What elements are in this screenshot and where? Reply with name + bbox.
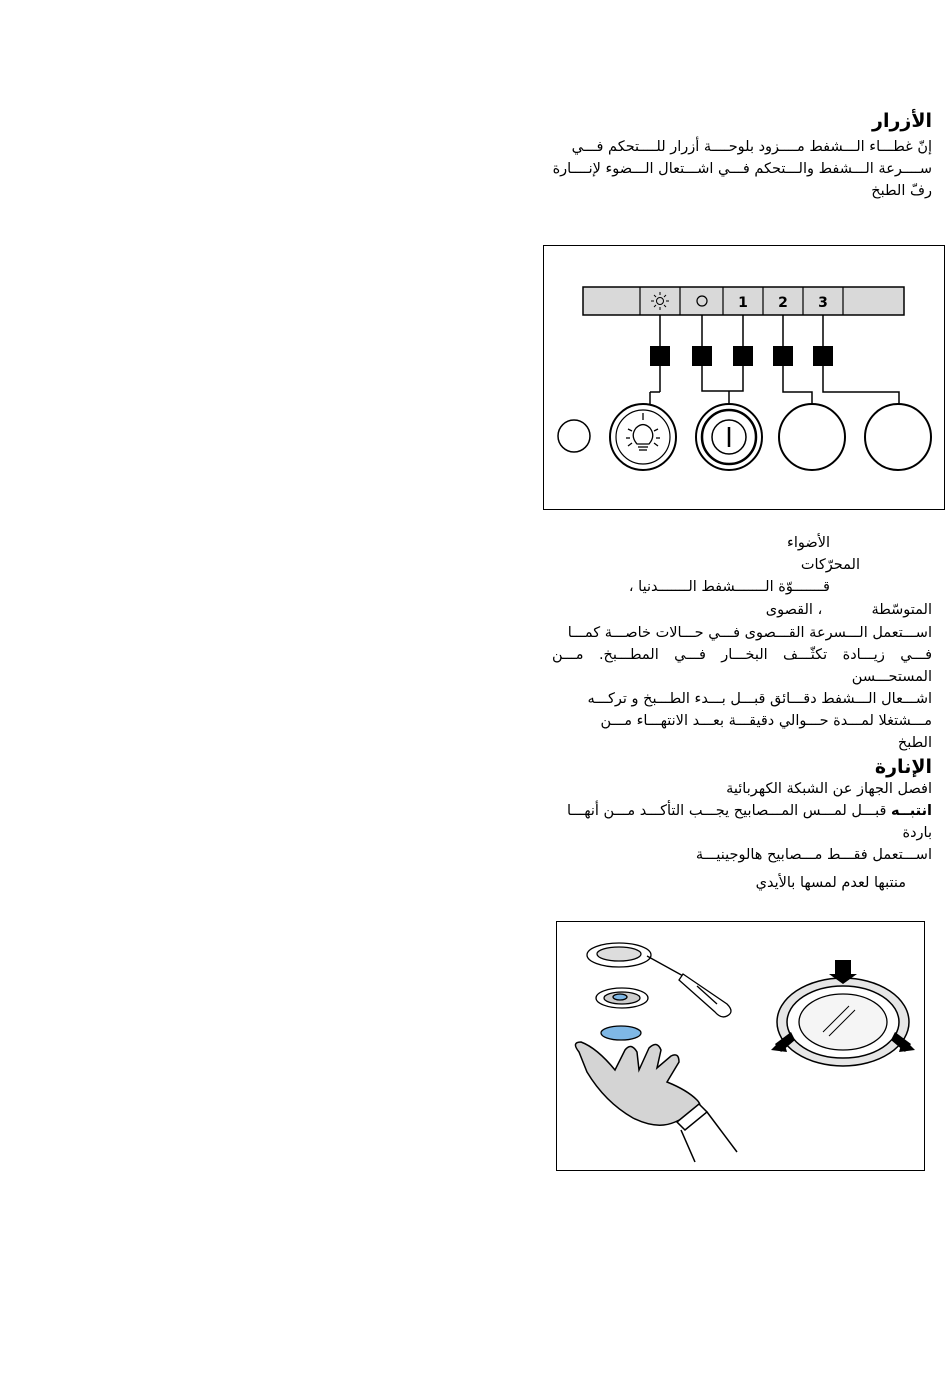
lamp-cover	[587, 943, 651, 967]
lamp-replacement-illustration	[557, 922, 924, 1170]
speed-label-3: 3	[818, 295, 828, 311]
lamp-replacement-figure	[556, 921, 925, 1171]
halogen-note: منتبها لعدم لمسها بالأيدي	[755, 875, 906, 891]
callout-squares	[650, 346, 833, 366]
usage-line: اشـــعال الـــشفط دقـــائق قبـــل بـــدء الطـــبخ و تركـــه	[587, 691, 932, 707]
speed-label-1: 1	[738, 295, 748, 311]
usage-line: الطبخ	[897, 735, 932, 751]
warning-label: انتبــه	[891, 803, 932, 819]
legend-speed-line-1: قـــــــوّة الـــــــشفط الـــــــدنيا ،	[628, 579, 830, 595]
controls-intro	[552, 136, 932, 202]
indicator-light	[558, 420, 590, 452]
lighting-heading: الإنارة	[874, 756, 932, 778]
lighting-text	[552, 778, 932, 866]
halogen-line: اســـتعمل فقـــط مـــصابيح هالوجينيـــة	[695, 847, 932, 863]
intro-line: ســــرعة الـــشفط والـــتحكم فـــي اشـــتعال الـــضوء لإنــــارة	[552, 161, 932, 177]
controls-heading: الأزرار	[872, 110, 932, 132]
warning-cont: باردة	[902, 825, 932, 841]
glass-lens	[601, 1026, 641, 1040]
legend-motors: المحرّكات	[800, 557, 860, 573]
warning-line	[552, 800, 932, 822]
control-panel-diagram	[544, 246, 944, 509]
motor-speed-3-button	[865, 404, 931, 470]
legend-max: ، القصوى	[765, 602, 823, 618]
gloved-hand-icon	[575, 1042, 737, 1162]
halogen-lamp-holder	[596, 988, 648, 1008]
intro-line: إنّ غطـــاء الـــشفط مــــزود بلوحــــة أزرار للــــتحكم فـــي	[571, 139, 932, 155]
legend-usage	[552, 622, 932, 754]
warning-text: قبـــل لمـــس المـــصابيح يجـــب التأكـــد مـــن أنهـــا	[567, 803, 887, 819]
disconnect-line: افصل الجهاز عن الشبكة الكهربائية	[726, 781, 932, 797]
legend-lights: الأضواء	[787, 535, 830, 551]
motor-speed-2-button	[779, 404, 845, 470]
speed-label-2: 2	[778, 295, 788, 311]
control-panel-figure	[543, 245, 945, 510]
screwdriver-icon	[647, 956, 731, 1017]
usage-line: مـــشتغلا لمـــدة حـــوالي دقيقـــة بعـــد الانتهـــاء مـــن	[600, 713, 932, 729]
light-button	[610, 404, 676, 470]
intro-line: رفّ الطبخ	[871, 183, 932, 199]
usage-line: اســـتعمل الـــسرعة القـــصوى فـــي حـــالات خاصـــة كمـــا	[567, 625, 932, 641]
legend-speed-line-2	[552, 599, 932, 621]
usage-line: فـــي زيـــادة تكثّـــف البخـــار فـــي المطـــبخ. مـــن المستحـــسن	[552, 647, 932, 685]
lamp-fixture	[777, 978, 909, 1066]
motor-speed-1-button	[696, 404, 762, 470]
legend-medium: المتوسّطة	[871, 602, 932, 618]
